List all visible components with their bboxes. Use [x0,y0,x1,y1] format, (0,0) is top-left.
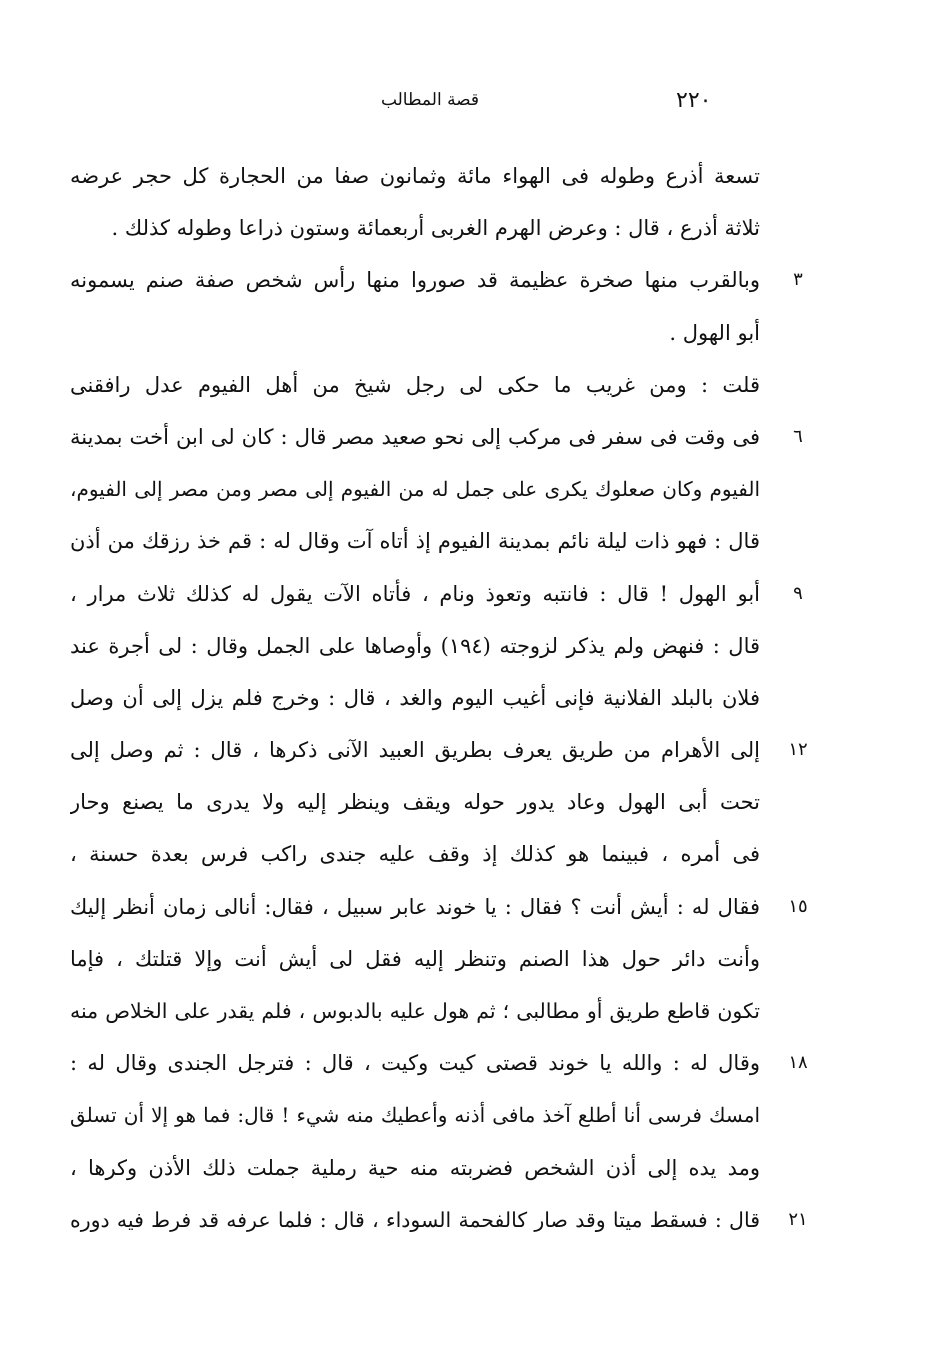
line-text: فى أمره ، فبينما هو كذلك إذ وقف عليه جندى راكب فرس بعدة حسنة ، [70,842,760,867]
text-line [70,463,760,515]
line-text: وقال له : والله يا خوند قصتى كيت وكيت ، قال : فترجل الجندى وقال له : [70,1051,760,1076]
line-number: ١٢ [788,739,808,761]
text-line [70,515,760,567]
text-line [70,568,803,620]
text-line [70,1194,808,1246]
text-line [70,1037,808,1089]
text-line [70,307,760,359]
line-text: ومد يده إلى أذن الشخص فضربته منه حية رملية جملت ذلك الأذن وكرها ، [70,1155,760,1180]
line-text: أبو الهول ! قال : فانتبه وتعوذ ونام ، فأتاه الآت يقول له كذلك ثلاث مرار ، [70,581,760,606]
text-line [70,359,760,411]
line-text: فقال له : أيش أنت ؟ فقال : يا خوند عابر سبيل ، فقال: أنالى زمان أنظر إليك [70,894,760,919]
line-text: قال : فهو ذات ليلة نائم بمدينة الفيوم إذ أتاه آت وقال له : قم خذ رزقك من أذن [70,529,760,554]
line-text: وبالقرب منها صخرة عظيمة قد صوروا منها رأس شخص صفة صنم يسمونه [70,268,760,293]
line-text: امسك فرسى أنا أطلع آخذ مافى أذنه وأعطيك منه شيء ! قال: فما هو إلا أن تسلق [70,1103,760,1128]
line-text: وأنت دائر حول هذا الصنم وتنظر إليه فقل لى أيش أنت وإلا قتلتك ، فإما [70,946,760,971]
line-text: قلت : ومن غريب ما حكى لى رجل شيخ من أهل الفيوم عدل رافقنى [70,372,760,397]
line-text: تكون قاطع طريق أو مطالبى ؛ ثم هول عليه بالدبوس ، فلم يقدر على الخلاص منه [70,999,760,1023]
line-number: ٦ [793,425,803,447]
text-line [70,202,760,254]
line-text: فلان بالبلد الفلانية فإنى أغيب اليوم والغد ، قال : وخرج فلم يزل إلى أن وصل [70,685,760,710]
text-line [70,985,760,1037]
line-text: قال : فنهض ولم يذكر لزوجته (١٩٤) وأوصاها على الجمل وقال : لى أجرة عند [70,633,760,658]
line-number: ١٨ [788,1052,808,1074]
line-text: أبو الهول . [669,320,760,345]
text-line [70,411,803,463]
running-head [0,88,938,118]
text-line [70,724,808,776]
text-line [70,150,760,202]
line-text: قال : فسقط ميتا وقد صار كالفحمة السوداء ، قال : فلما عرفه قد فرط فيه دوره [70,1207,760,1232]
line-text: تسعة أذرع وطوله فى الهواء مائة وثمانون صفا من الحجارة كل حجر عرضه [70,164,760,188]
text-line [70,828,760,880]
text-line [70,776,760,828]
text-line [70,672,760,724]
text-line [70,620,760,672]
line-text: الفيوم وكان صعلوك يكرى على جمل له من الفيوم إلى مصر ومن مصر إلى الفيوم، [70,477,760,502]
line-text: إلى الأهرام من طريق يعرف بطريق العبيد الآنى ذكرها ، قال : ثم وصل إلى [70,738,760,763]
page-number: ٢٢٠ [676,88,712,113]
line-text: تحت أبى الهول وعاد يدور حوله ويقف وينظر إليه ولا يدرى ما يصنع وحار [70,790,760,815]
body-text [70,150,808,1246]
line-number: ٩ [793,582,803,604]
line-text: فى وقت فى سفر فى مركب إلى نحو صعيد مصر قال : كان لى ابن أخت بمدينة [70,424,760,449]
line-text: ثلاثة أذرع ، قال : وعرض الهرم الغربى أربعمائة وستون ذراعا وطوله كذلك . [111,216,760,241]
line-number: ٢١ [788,1208,808,1230]
text-line [70,1142,760,1194]
line-number: ٣ [793,269,803,291]
text-line [70,254,803,306]
page-title: قصة المطالب [380,90,480,110]
line-number: ١٥ [788,895,808,917]
text-line [70,881,808,933]
text-line [70,1089,760,1141]
text-line [70,933,760,985]
